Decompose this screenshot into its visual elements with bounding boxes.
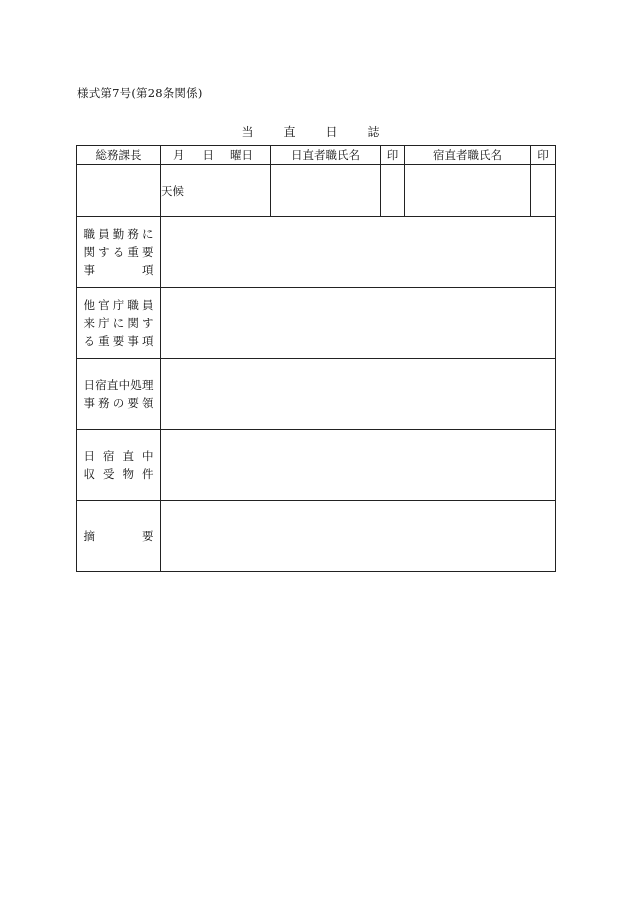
- section-label-char: 中: [142, 449, 154, 463]
- section-label-char: 来: [83, 316, 95, 330]
- section-row: [77, 359, 556, 430]
- section-label-char: 件: [142, 467, 154, 481]
- section-label-char: 務: [98, 396, 110, 410]
- section-label-char: 要: [127, 396, 139, 410]
- section-label-line: [84, 376, 154, 394]
- section-label-char: 庁: [112, 298, 125, 312]
- weekday-label: 曜日: [230, 148, 253, 162]
- section-label-char: 員: [142, 298, 154, 312]
- date-entry-row: [77, 165, 556, 217]
- day-label: 日: [202, 148, 214, 162]
- section-label-line: [84, 447, 154, 465]
- night-duty-name-header: 宿直者職氏名: [405, 146, 531, 165]
- seal-cell-1[interactable]: [381, 165, 405, 217]
- section-label-char: 宿: [103, 449, 115, 463]
- weather-cell[interactable]: [161, 165, 271, 217]
- section-label-line: [84, 243, 154, 261]
- section-label: [77, 501, 161, 572]
- section-label-char: 直: [122, 449, 134, 463]
- section-row: [77, 288, 556, 359]
- section-label-char: 事: [127, 334, 139, 348]
- section-label-char: す: [98, 245, 110, 259]
- section-label-char: 物: [122, 467, 134, 481]
- section-label-char: す: [142, 316, 154, 330]
- section-label-char: 事: [83, 263, 95, 277]
- section-label-char: 官: [98, 298, 110, 312]
- section-content-cell[interactable]: [161, 430, 556, 501]
- section-label-char: 理: [141, 378, 154, 392]
- section-label-char: の: [112, 396, 125, 410]
- month-label: 月: [173, 148, 185, 162]
- section-label-char: 要: [142, 245, 154, 259]
- seal-header-2: 印: [531, 146, 556, 165]
- section-row: [77, 430, 556, 501]
- section-label-line: [84, 394, 154, 412]
- form-number: 様式第7号(第28条関係): [77, 86, 203, 100]
- section-label-char: 務: [127, 227, 139, 241]
- section-label-line: [84, 225, 154, 243]
- section-label-char: 日: [83, 449, 95, 463]
- weather-label: 天候: [161, 183, 184, 198]
- section-label-char: 摘: [83, 529, 95, 543]
- section-label-char: 重: [98, 334, 110, 348]
- section-label: [77, 217, 161, 288]
- section-label-line: [84, 527, 154, 545]
- section-label: [77, 430, 161, 501]
- section-label-char: 要: [112, 334, 125, 348]
- section-label-line: [84, 296, 154, 314]
- section-label-line: [84, 465, 154, 483]
- section-label: [77, 359, 161, 430]
- section-label-char: 収: [83, 467, 95, 481]
- section-content-cell[interactable]: [161, 359, 556, 430]
- section-label-line: [84, 332, 154, 350]
- section-label-line: [84, 314, 154, 332]
- section-label-char: 領: [142, 396, 154, 410]
- section-label-char: 項: [142, 334, 154, 348]
- section-label-char: 日: [83, 378, 95, 392]
- general-affairs-chief-header: 総務課長: [77, 146, 161, 165]
- seal-cell-2[interactable]: [531, 165, 556, 217]
- section-content-cell[interactable]: [161, 288, 556, 359]
- section-label-char: 重: [127, 245, 139, 259]
- section-label-char: 勤: [112, 227, 125, 241]
- section-label-char: る: [112, 245, 125, 259]
- night-duty-name-cell[interactable]: [405, 165, 531, 217]
- section-label-char: 宿: [95, 378, 107, 392]
- date-header: [161, 146, 271, 165]
- day-duty-name-header: 日直者職氏名: [271, 146, 381, 165]
- section-label-char: に: [142, 227, 154, 241]
- section-label-char: 直: [106, 378, 119, 392]
- section-label-char: 他: [83, 298, 95, 312]
- section-content-cell[interactable]: [161, 217, 556, 288]
- section-row: [77, 217, 556, 288]
- day-duty-name-cell[interactable]: [271, 165, 381, 217]
- section-label-char: 処: [130, 378, 142, 392]
- seal-header-1: 印: [381, 146, 405, 165]
- section-label-char: 要: [142, 529, 154, 543]
- section-label-char: 事: [83, 396, 95, 410]
- duty-log-table: [76, 145, 556, 572]
- section-content-cell[interactable]: [161, 501, 556, 572]
- section-label-char: 受: [103, 467, 115, 481]
- section-label-char: 庁: [98, 316, 110, 330]
- section-label-char: 員: [98, 227, 110, 241]
- section-label-char: 職: [83, 227, 95, 241]
- section-label-char: る: [83, 334, 95, 348]
- chief-seal-cell[interactable]: [77, 165, 161, 217]
- section-label-line: [84, 261, 154, 279]
- section-label-char: 項: [142, 263, 154, 277]
- section-label-char: 関: [127, 316, 139, 330]
- section-label-char: 職: [127, 298, 139, 312]
- section-label: [77, 288, 161, 359]
- header-row: [77, 146, 556, 165]
- section-label-char: に: [112, 316, 125, 330]
- section-label-char: 関: [83, 245, 95, 259]
- section-row: [77, 501, 556, 572]
- section-label-char: 中: [118, 378, 131, 392]
- document-title: 当 直 日 誌: [241, 125, 389, 139]
